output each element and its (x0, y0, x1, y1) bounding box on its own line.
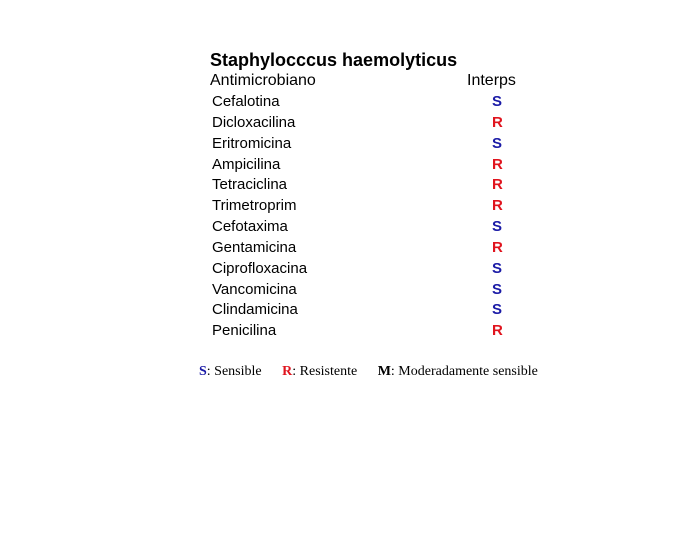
interpretation-result: R (492, 113, 503, 131)
legend-text: : Sensible (206, 364, 262, 379)
interpretation-result: R (492, 155, 503, 173)
table-row (212, 196, 512, 217)
table-row (212, 259, 512, 280)
interpretation-result: S (492, 218, 503, 236)
table-row (212, 217, 512, 238)
antimicrobial-name: Trimetroprim (212, 197, 297, 215)
interpretation-result: S (492, 259, 503, 277)
antimicrobial-name: Eritromicina (212, 134, 292, 152)
antimicrobial-name: Ampicilina (212, 155, 281, 173)
interpretation-result: R (492, 238, 503, 256)
interpretation-result: R (492, 176, 503, 194)
legend-item-moderado (378, 364, 538, 379)
antimicrobial-name: Cefotaxima (212, 218, 288, 236)
legend-text: : Resistente (292, 364, 358, 379)
legend-item-sensible (199, 364, 262, 379)
interpretation-result: R (492, 322, 503, 340)
interpretation-result: S (492, 134, 503, 152)
interpretation-result: S (492, 301, 503, 319)
table-row (212, 321, 512, 342)
table-row (212, 238, 512, 259)
legend-code: R (282, 364, 293, 379)
antimicrobial-name: Ciprofloxacina (212, 259, 308, 277)
legend-code: M (377, 364, 391, 379)
legend (199, 364, 555, 380)
legend-code: S (199, 364, 207, 379)
legend-item-resistente (282, 364, 357, 379)
interpretation-result: R (492, 197, 503, 215)
interpretation-result: S (492, 280, 503, 298)
antimicrobial-name: Penicilina (212, 322, 277, 340)
antimicrobial-name: Dicloxacilina (212, 113, 296, 131)
antimicrobial-name: Gentamicina (212, 238, 297, 256)
antimicrobial-name: Clindamicina (212, 301, 298, 319)
table-row (212, 113, 512, 134)
table-row (212, 155, 512, 176)
interpretation-result: S (492, 93, 503, 110)
legend-text: : Moderadamente sensible (390, 364, 538, 379)
table-row (212, 134, 512, 155)
antimicrobial-name: Tetraciclina (212, 176, 288, 194)
table-row (212, 92, 512, 113)
column-header-interpretation: Interps (467, 72, 516, 89)
antimicrobial-name: Cefalotina (212, 93, 280, 110)
susceptibility-table (212, 92, 512, 342)
table-row (212, 300, 512, 321)
table-row (212, 280, 512, 301)
table-row (212, 175, 512, 196)
column-header-antimicrobial: Antimicrobiano (210, 72, 316, 89)
antimicrobial-name: Vancomicina (212, 280, 297, 298)
report-title: Staphylocccus haemolyticus (210, 50, 458, 70)
